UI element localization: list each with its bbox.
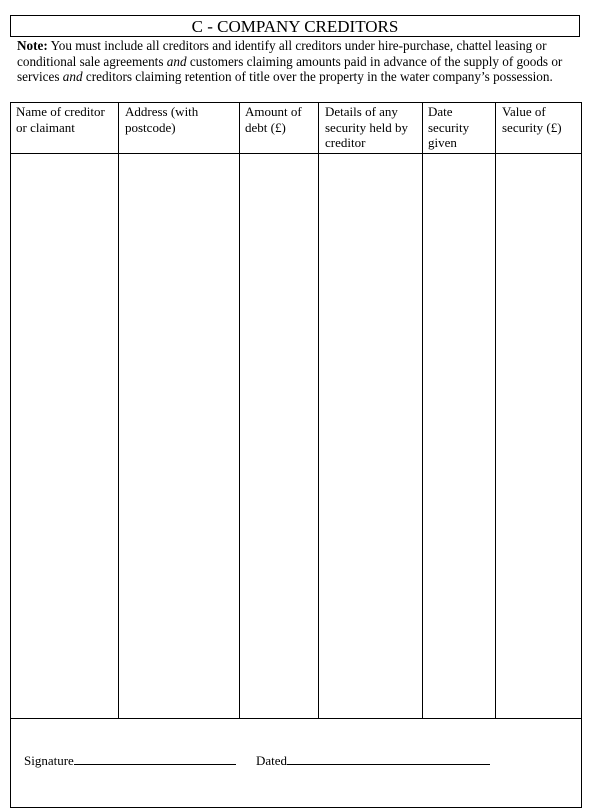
note-and-2: and (62, 69, 83, 85)
column-divider (118, 102, 119, 718)
footer-divider (10, 718, 582, 719)
note-text-1: You must include all creditors and identify all creditors under hire-purchase, chattel leasing or conditional sale agreements (17, 38, 547, 69)
header-divider (10, 153, 582, 154)
signature-line[interactable] (74, 752, 236, 765)
column-header-amount: Amount of debt (£) (245, 104, 302, 135)
note-label: Note: (17, 38, 48, 53)
note-text-2: customers claiming amounts paid in advance of the supply of goods or services (17, 53, 563, 85)
column-header-address: Address (with postcode) (125, 104, 199, 135)
dated-label: Dated (256, 753, 288, 768)
column-divider (495, 102, 496, 718)
column-header-security-value: Value of security (£) (502, 104, 562, 135)
signature-label: Signature (24, 753, 74, 768)
dated-field[interactable] (256, 752, 490, 769)
column-divider (318, 102, 319, 718)
column-header-security-details: Details of any security held by creditor (325, 104, 409, 150)
note-paragraph (17, 38, 579, 85)
column-divider (239, 102, 240, 718)
note-text-3: creditors claiming retention of title over the property in the water company’s possession. (82, 69, 553, 85)
column-divider (422, 102, 423, 718)
column-header-date-given: Date security given (428, 104, 470, 150)
signature-field[interactable] (24, 752, 236, 769)
note-and-1: and (166, 53, 187, 69)
dated-line[interactable] (287, 752, 490, 765)
creditors-table (10, 102, 582, 808)
page-title: C - COMPANY CREDITORS (10, 15, 580, 37)
column-header-name: Name of creditor or claimant (16, 104, 105, 135)
